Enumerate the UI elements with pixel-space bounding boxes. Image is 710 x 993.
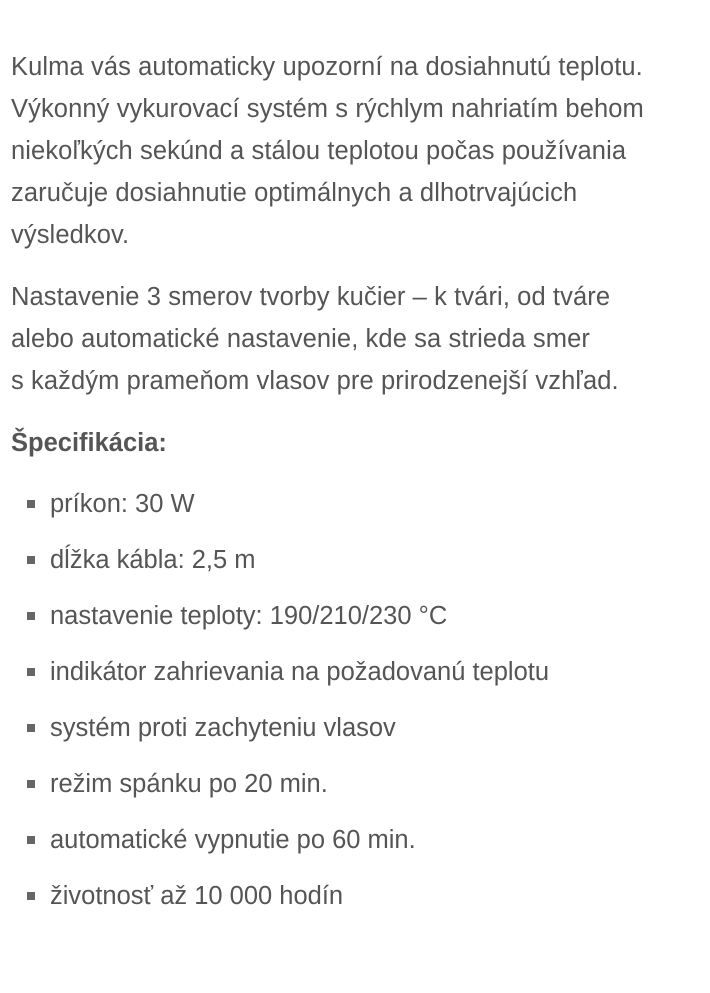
paragraph-line: Nastavenie 3 smerov tvorby kučier – k tvári, od tváre (11, 283, 611, 311)
description-paragraph-1 (11, 46, 706, 256)
description-paragraph-2 (11, 276, 706, 402)
list-item (11, 654, 706, 690)
square-bullet-icon (27, 556, 35, 564)
square-bullet-icon (27, 724, 35, 732)
list-item (11, 542, 706, 578)
paragraph-line: zaručuje dosiahnutie optimálnych a dlhotrvajúcich (11, 179, 578, 207)
spec-text: príkon: 30 W (50, 490, 195, 518)
paragraph-line: výsledkov. (11, 221, 130, 249)
paragraph-line: alebo automatické nastavenie, kde sa strieda smer (11, 325, 590, 353)
square-bullet-icon (27, 836, 35, 844)
paragraph-line: niekoľkých sekúnd a stálou teplotou počas používania (11, 137, 627, 165)
square-bullet-icon (27, 500, 35, 508)
spec-text: indikátor zahrievania na požadovanú teplotu (50, 658, 550, 686)
specifications-heading: Špecifikácia: (11, 429, 167, 457)
square-bullet-icon (27, 892, 35, 900)
specifications-list (11, 486, 706, 914)
list-item (11, 766, 706, 802)
paragraph-line: Výkonný vykurovací systém s rýchlym nahriatím behom (11, 95, 644, 123)
paragraph-line: Kulma vás automaticky upozorní na dosiahnutú teplotu. (11, 53, 643, 81)
product-description (11, 46, 706, 934)
paragraph-line: s každým prameňom vlasov pre prirodzenejší vzhľad. (11, 367, 619, 395)
square-bullet-icon (27, 612, 35, 620)
square-bullet-icon (27, 780, 35, 788)
spec-text: životnosť až 10 000 hodín (50, 882, 344, 910)
list-item (11, 822, 706, 858)
list-item (11, 710, 706, 746)
list-item (11, 878, 706, 914)
spec-text: systém proti zachyteniu vlasov (50, 714, 396, 742)
spec-text: automatické vypnutie po 60 min. (50, 826, 416, 854)
spec-text: režim spánku po 20 min. (50, 770, 328, 798)
list-item (11, 598, 706, 634)
spec-text: nastavenie teploty: 190/210/230 °C (50, 602, 448, 630)
square-bullet-icon (27, 668, 35, 676)
list-item (11, 486, 706, 522)
spec-text: dĺžka kábla: 2,5 m (50, 546, 256, 574)
